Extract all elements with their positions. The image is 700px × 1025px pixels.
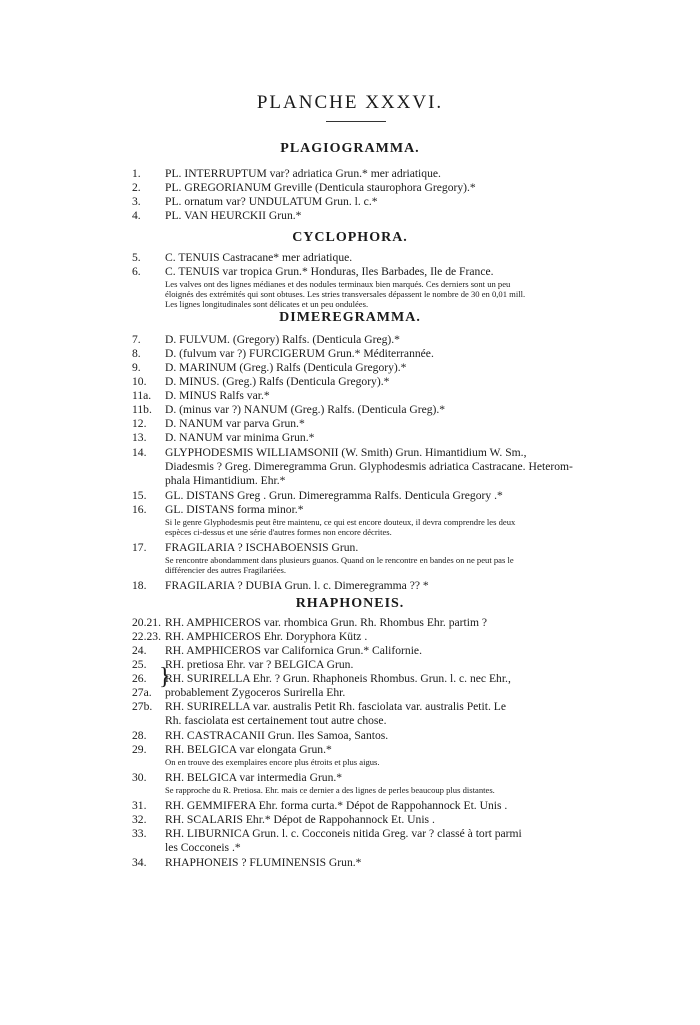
entry-number: 13. [132, 431, 147, 444]
entry-text: D. NANUM var minima Grun.* [165, 431, 315, 444]
entry-number: 24. [132, 644, 147, 657]
entry-number: 10. [132, 375, 147, 388]
entry-number: 27a. [132, 686, 152, 699]
entry-text: RH. AMPHICEROS Ehr. Doryphora Kütz . [165, 630, 368, 643]
entry-number: 7. [132, 333, 141, 346]
entry-number: 33. [132, 827, 147, 840]
entry-number: 6. [132, 265, 141, 278]
entry-text: FRAGILARIA ? DUBIA Grun. l. c. Dimeregramma ?? * [165, 579, 429, 592]
entry-number: 8. [132, 347, 141, 360]
brace-symbol: } [159, 664, 171, 690]
entry-number: 14. [132, 446, 147, 459]
entry-number: 34. [132, 856, 147, 869]
entry-text: PL. INTERRUPTUM var? adriatica Grun.* mer adriatique. [165, 167, 441, 180]
entry-text: D. MARINUM (Greg.) Ralfs (Denticula Gregory).* [165, 361, 407, 374]
entry-number: 28. [132, 729, 147, 742]
entry-text: GL. DISTANS Greg . Grun. Dimeregramma Ralfs. Denticula Gregory .* [165, 489, 503, 502]
entry-number: 11b. [132, 403, 152, 416]
entry-number: 31. [132, 799, 147, 812]
entry-text: GL. DISTANS forma minor.* [165, 503, 304, 516]
section-heading-plagiogramma: PLAGIOGRAMMA. [280, 141, 420, 156]
entry-number: 29. [132, 743, 147, 756]
entry-number: 16. [132, 503, 147, 516]
entry-continuation: les Cocconeis .* [165, 841, 241, 854]
entry-text: D. (fulvum var ?) FURCIGERUM Grun.* Méditerrannée. [165, 347, 434, 360]
entry-text: D. MINUS Ralfs var.* [165, 389, 270, 402]
entry-text: RH. LIBURNICA Grun. l. c. Cocconeis nitida Greg. var ? classé à tort parmi [165, 827, 522, 840]
entry-text: RH. AMPHICEROS var Californica Grun.* Californie. [165, 644, 422, 657]
entry-number: 15. [132, 489, 147, 502]
entry-text: RHAPHONEIS ? FLUMINENSIS Grun.* [165, 856, 362, 869]
entry-number: 17. [132, 541, 147, 554]
entry-number: 11a. [132, 389, 152, 402]
entry-text: PL. ornatum var? UNDULATUM Grun. l. c.* [165, 195, 378, 208]
entry-continuation: phala Himantidium. Ehr.* [165, 474, 286, 487]
entry-number: 30. [132, 771, 147, 784]
entry-number: 22.23. [132, 630, 161, 643]
note-line: Si le genre Glyphodesmis peut être maintenu, ce qui est encore douteux, il devra comprendre les deux [165, 517, 516, 527]
entry-continuation: Diadesmis ? Greg. Dimeregramma Grun. Glyphodesmis adriatica Castracane. Heterom- [165, 460, 573, 473]
note-line: Les valves ont des lignes médianes et des nodules terminaux bien marqués. Ces derniers sont un peu [165, 279, 511, 289]
entry-text: D. MINUS. (Greg.) Ralfs (Denticula Gregory).* [165, 375, 390, 388]
entry-number: 25. [132, 658, 147, 671]
entry-text: RH. BELGICA var intermedia Grun.* [165, 771, 343, 784]
entry-number: 27b. [132, 700, 153, 713]
entry-text: C. TENUIS Castracane* mer adriatique. [165, 251, 353, 264]
entry-number: 1. [132, 167, 141, 180]
title-rule [326, 121, 386, 122]
entry-text: RH. SURIRELLA Ehr. ? Grun. Rhaphoneis Rhombus. Grun. l. c. nec Ehr., [165, 672, 511, 685]
note-line: Se rapproche du R. Pretiosa. Ehr. mais ce dernier a des lignes de perles beaucoup plus distantes. [165, 785, 495, 795]
note-line: Les lignes longitudinales sont délicates et un peu ondulées. [165, 299, 369, 309]
entry-number: 5. [132, 251, 141, 264]
entry-number: 26. [132, 672, 147, 685]
entry-number: 3. [132, 195, 141, 208]
entry-text: FRAGILARIA ? ISCHABOENSIS Grun. [165, 541, 359, 554]
entry-text: RH. AMPHICEROS var. rhombica Grun. Rh. Rhombus Ehr. partim ? [165, 616, 488, 629]
entry-number: 2. [132, 181, 141, 194]
entry-text: RH. GEMMIFERA Ehr. forma curta.* Dépot de Rappohannock Et. Unis . [165, 799, 508, 812]
entry-number: 4. [132, 209, 141, 222]
entry-number: 32. [132, 813, 147, 826]
note-line: différencier des autres Fragilariées. [165, 565, 287, 575]
entry-text: PL. VAN HEURCKII Grun.* [165, 209, 302, 222]
entry-text: RH. pretiosa Ehr. var ? BELGICA Grun. [165, 658, 354, 671]
entry-number: 12. [132, 417, 147, 430]
note-line: Se rencontre abondamment dans plusieurs guanos. Quand on le rencontre en bandes on ne peut pas le [165, 555, 514, 565]
entry-text: C. TENUIS var tropica Grun.* Honduras, Iles Barbades, Ile de France. [165, 265, 494, 278]
note-line: On en trouve des exemplaires encore plus étroits et plus aigus. [165, 757, 380, 767]
section-heading-rhaphoneis: RHAPHONEIS. [295, 596, 405, 611]
entry-text: RH. SURIRELLA var. australis Petit Rh. fasciolata var. australis Petit. Le [165, 700, 506, 713]
note-line: espèces ci-dessus et une série d'autres formes non encore décrites. [165, 527, 392, 537]
entry-text: RH. SCALARIS Ehr.* Dépot de Rappohannock Et. Unis . [165, 813, 435, 826]
entry-number: 18. [132, 579, 147, 592]
note-line: éloignés des extrémités qui sont obtuses. Les stries transversales dépassent le nombre de 30 en 0,01 mill. [165, 289, 526, 299]
entry-text: D. NANUM var parva Grun.* [165, 417, 305, 430]
entry-text: D. FULVUM. (Gregory) Ralfs. (Denticula Greg).* [165, 333, 400, 346]
entry-text: probablement Zygoceros Surirella Ehr. [165, 686, 346, 699]
entry-text: PL. GREGORIANUM Greville (Denticula staurophora Gregory).* [165, 181, 476, 194]
entry-text: RH. CASTRACANII Grun. Iles Samoa, Santos. [165, 729, 389, 742]
entry-text: GLYPHODESMIS WILLIAMSONII (W. Smith) Grun. Himantidium W. Sm., [165, 446, 527, 459]
entry-text: D. (minus var ?) NANUM (Greg.) Ralfs. (Denticula Greg).* [165, 403, 446, 416]
section-heading-dimeregramma: DIMEREGRAMMA. [279, 310, 421, 325]
entry-number: 9. [132, 361, 141, 374]
entry-text: RH. BELGICA var elongata Grun.* [165, 743, 332, 756]
entry-continuation: Rh. fasciolata est certainement tout autre chose. [165, 714, 387, 727]
entry-number: 20.21. [132, 616, 161, 629]
page-title: PLANCHE XXXVI. [256, 92, 444, 113]
section-heading-cyclophora: CYCLOPHORA. [292, 230, 408, 245]
